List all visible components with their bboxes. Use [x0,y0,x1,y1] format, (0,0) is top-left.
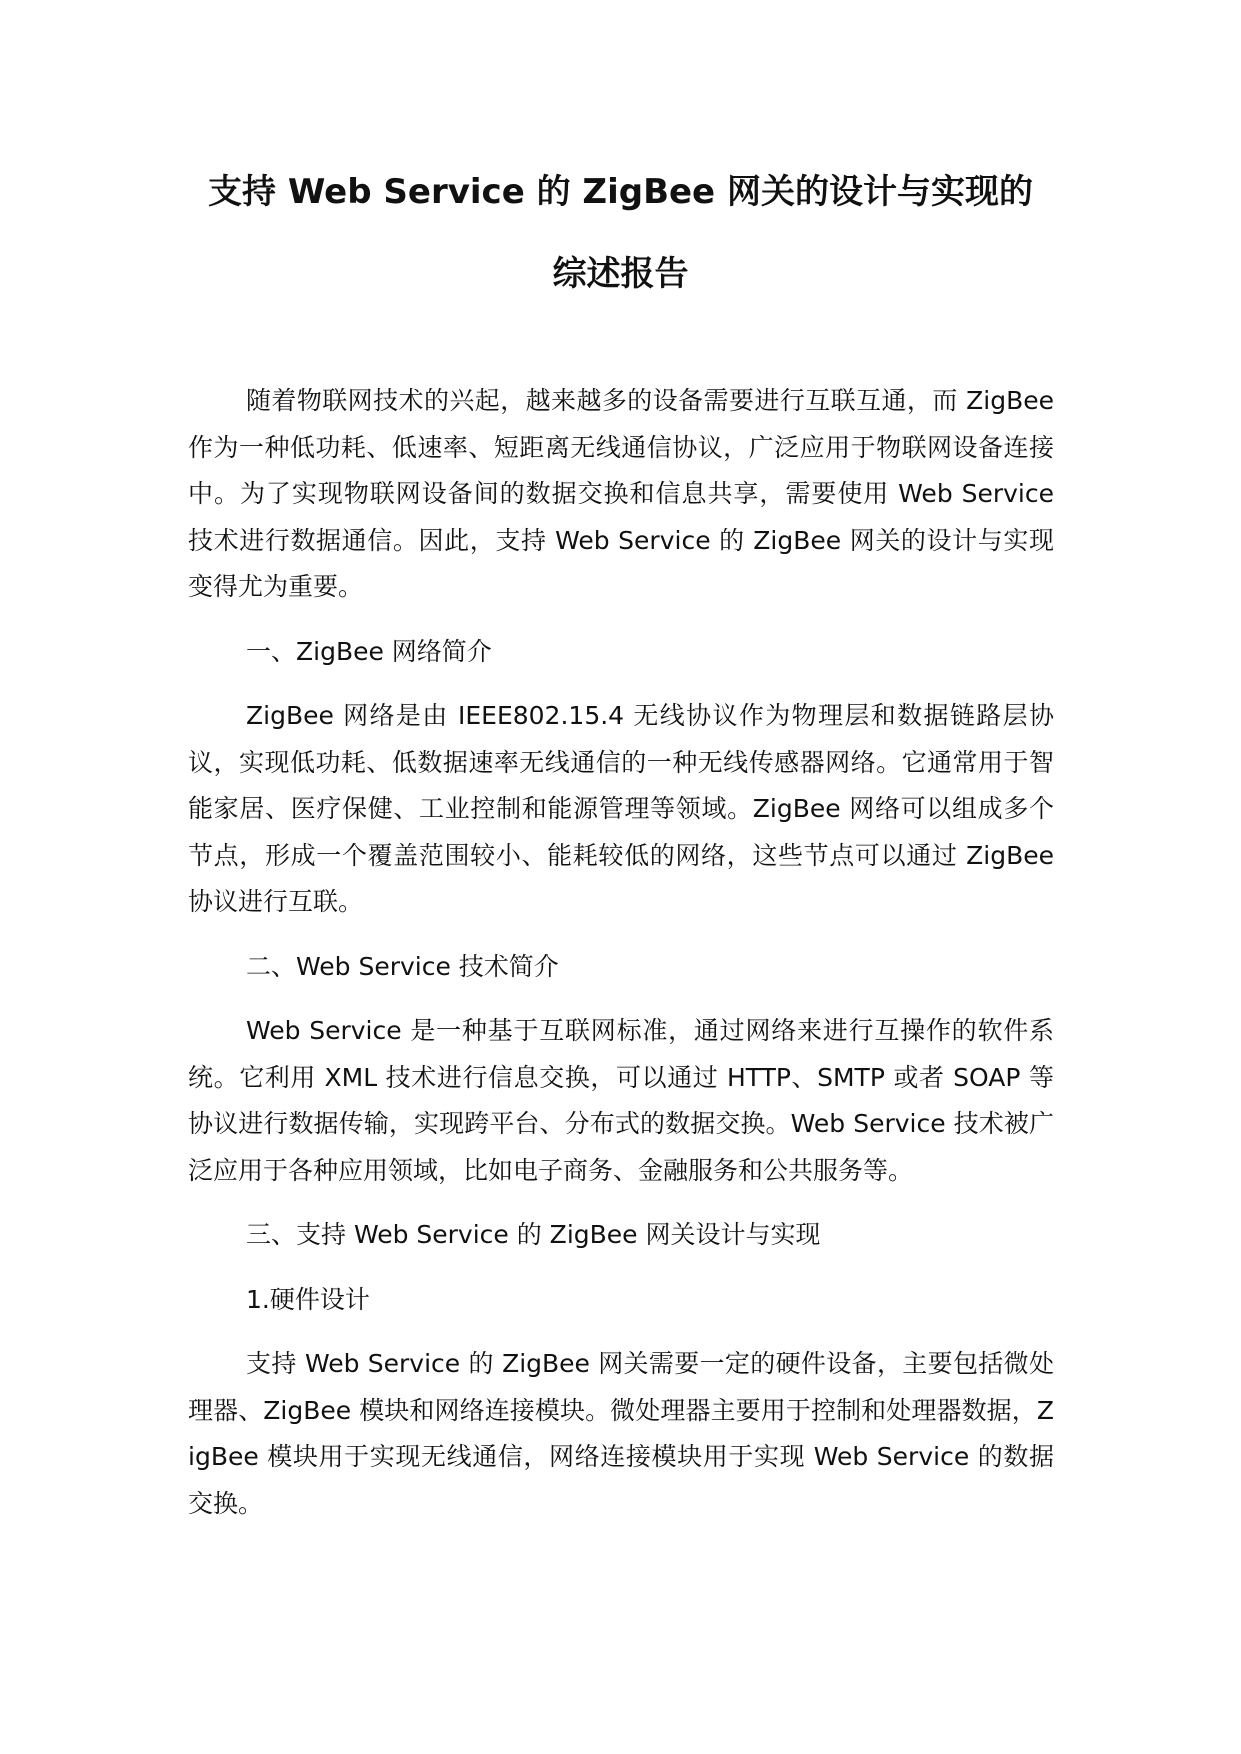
intro-paragraph: 随着物联网技术的兴起，越来越多的设备需要进行互联互通，而 ZigBee 作为一种低功耗、低速率、短距离无线通信协议，广泛应用于物联网设备连接中。为了实现物联网设备间的数据交换和信息共享，需要使用 Web Service 技术进行数据通信。因此，支持 Web Service 的 ZigBee 网关的设计与实现变得尤为重要。 [188,386,1054,601]
title-line-2: 综述报告 [552,254,689,294]
section-2-paragraph: Web Service 是一种基于互联网标准，通过网络来进行互操作的软件系统。它利用 XML 技术进行信息交换，可以通过 HTTP、SMTP 或者 SOAP 等协议进行数据传输，实现跨平台、分布式的数据交换。Web Service 技术被广泛应用于各种应用领域，比如电子商务、金融服务和公共服务等。 [188,1016,1054,1185]
section-1-heading: 一、ZigBee 网络简介 [246,636,492,666]
section-3-heading: 三、支持 Web Service 的 ZigBee 网关设计与实现 [246,1220,821,1249]
document-title [150,172,1091,294]
subsection-1-heading: 1.硬件设计 [246,1284,370,1314]
subsection-1-paragraph: 支持 Web Service 的 ZigBee 网关需要一定的硬件设备，主要包括微处理器、ZigBee 模块和网络连接模块。微处理器主要用于控制和处理器数据，ZigBee 模块用于实现无线通信，网络连接模块用于实现 Web Service 的数据交换。 [188,1349,1054,1518]
title-line-1: 支持 Web Service 的 ZigBee 网关的设计与实现的 [208,172,1033,212]
document-body [188,378,1054,1545]
section-1-paragraph: ZigBee 网络是由 IEEE802.15.4 无线协议作为物理层和数据链路层协议，实现低功耗、低数据速率无线通信的一种无线传感器网络。它通常用于智能家居、医疗保健、工业控制和能源管理等领域。ZigBee 网络可以组成多个节点，形成一个覆盖范围较小、能耗较低的网络，这些节点可以通过 ZigBee 协议进行互联。 [188,701,1054,916]
section-2-heading: 二、Web Service 技术简介 [246,951,559,981]
